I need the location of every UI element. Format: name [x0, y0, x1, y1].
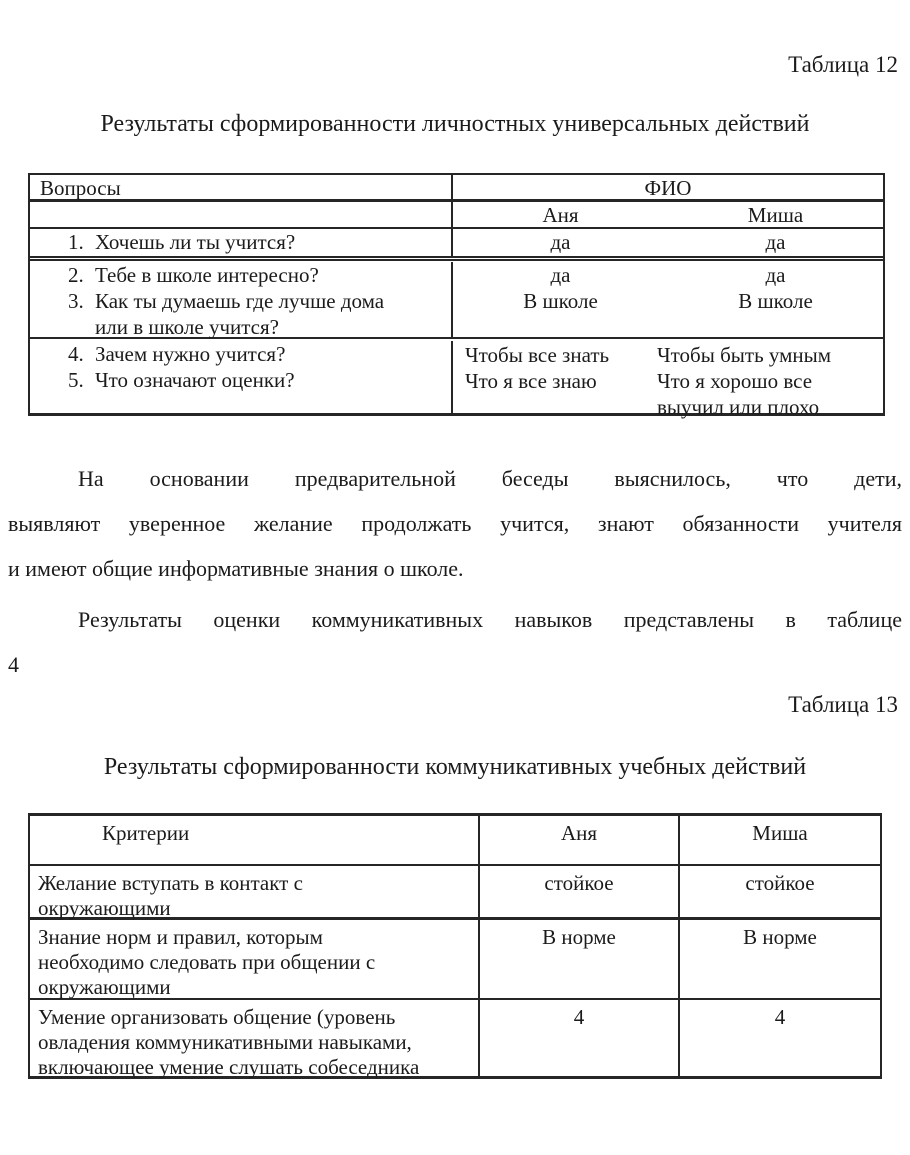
table-12-caption: Таблица 12 — [788, 52, 898, 77]
paragraph — [8, 597, 902, 687]
anya-value: 4 — [480, 1000, 680, 1076]
answers-cell — [453, 341, 883, 419]
question-cell — [30, 262, 453, 337]
questions-column-header: Вопросы — [30, 175, 453, 199]
question-number: 5. — [68, 368, 84, 392]
answer-misha: да — [765, 263, 786, 287]
answer-misha: В школе — [738, 289, 813, 313]
answer-misha: Что я хорошо все — [657, 369, 813, 393]
answers-cell — [453, 262, 883, 337]
criteria-cell: Умение организовать общение (уровень овладения коммуникативными навыками, включающее умение слушать собеседника — [30, 1000, 480, 1076]
answer-anya: да — [550, 263, 571, 287]
misha-column-header: Миша — [752, 821, 808, 845]
question-cell — [30, 341, 453, 413]
answer-misha: да — [765, 230, 786, 254]
table-row — [30, 175, 883, 202]
question-text: Хочешь ли ты учится? — [95, 230, 296, 254]
table-row — [30, 339, 883, 419]
answer-anya: Чтобы все знать — [465, 343, 610, 367]
anya-value: стойкое — [480, 866, 680, 917]
name-misha: Миша — [747, 203, 804, 227]
fio-column-header: ФИО — [644, 176, 692, 200]
question-number: 3. — [68, 289, 84, 313]
question-text: или в школе учится? — [95, 315, 279, 339]
table-12 — [28, 173, 885, 419]
question-number: 4. — [68, 342, 84, 366]
paragraph-line: Результаты оценки коммуникативных навыков представлены в таблице — [78, 607, 902, 632]
table-13 — [28, 813, 882, 1079]
table-row — [30, 229, 883, 261]
misha-value: В норме — [743, 925, 817, 949]
question-text: Что означают оценки? — [95, 368, 295, 392]
question-text: Зачем нужно учится? — [95, 342, 286, 366]
names-row — [453, 202, 883, 227]
name-anya: Аня — [542, 203, 579, 227]
anya-column-header: Аня — [480, 816, 680, 864]
criteria-cell: Знание норм и правил, которым необходимо следовать при общении с окружающими — [30, 920, 480, 998]
question-number: 1. — [68, 230, 84, 254]
answer-misha: выучил или плохо — [657, 395, 820, 419]
misha-value: стойкое — [745, 871, 815, 895]
table-row — [30, 1000, 880, 1079]
paragraph-line: 4 — [8, 652, 19, 677]
table-12-title: Результаты сформированности личностных универсальных действий — [100, 111, 810, 137]
table-header-row — [30, 816, 880, 866]
empty-cell — [30, 202, 453, 227]
table-13-title: Результаты сформированности коммуникативных учебных действий — [103, 754, 807, 780]
question-cell — [30, 229, 453, 256]
answer-anya: Что я все знаю — [465, 369, 597, 393]
table-row — [30, 920, 880, 1000]
answer-anya: В школе — [523, 289, 598, 313]
answer-anya: да — [550, 230, 571, 254]
answers-cell — [453, 229, 883, 256]
table-13-caption: Таблица 13 — [788, 692, 898, 717]
question-number: 2. — [68, 263, 84, 287]
table-row — [30, 261, 883, 339]
criteria-cell: Желание вступать в контакт с окружающими — [30, 866, 480, 917]
answer-misha: Чтобы быть умным — [657, 343, 832, 367]
paragraph — [8, 456, 902, 591]
table-row — [30, 202, 883, 229]
paragraph-line: На основании предварительной беседы выяснилось, что дети, — [78, 466, 902, 491]
misha-value: 4 — [774, 1005, 786, 1029]
body-text — [8, 456, 902, 687]
table-row — [30, 866, 880, 920]
question-text: Как ты думаешь где лучше дома — [95, 289, 385, 313]
paragraph-line: выявляют уверенное желание продолжать учится, знают обязанности учителя — [8, 511, 902, 536]
paragraph-line: и имеют общие информативные знания о школе. — [8, 556, 464, 581]
anya-value: В норме — [480, 920, 680, 998]
question-text: Тебе в школе интересно? — [95, 263, 319, 287]
criteria-column-header: Критерии — [30, 816, 480, 864]
